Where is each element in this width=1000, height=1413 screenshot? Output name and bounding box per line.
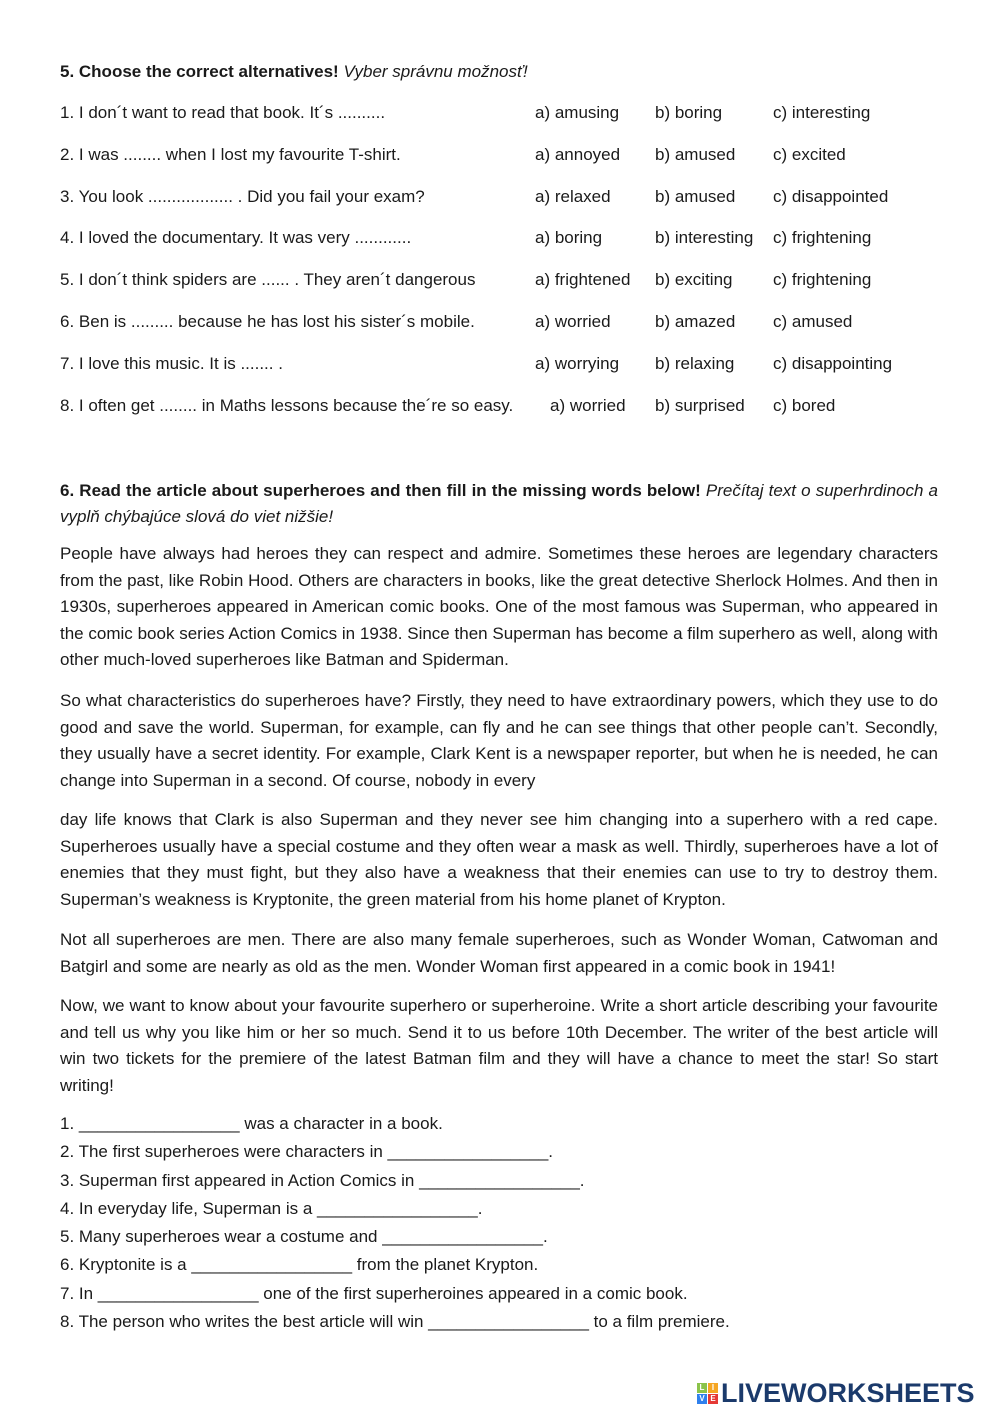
fill-in-item[interactable]: 1. _________________ was a character in a book. [60,1114,443,1133]
option-a[interactable]: a) relaxed [535,186,611,206]
section6-subtitle: Prečítaj text o superhrdinoch a vyplň chýbajúce slová do viet nižšie! [60,481,938,526]
question-row [60,145,960,169]
option-a[interactable]: a) boring [535,228,603,248]
fill-in-item[interactable]: 7. In _________________ one of the first superheroines appeared in a comic book. [60,1283,688,1303]
option-a[interactable]: a) worried [535,312,611,331]
article-paragraph: day life knows that Clark is also Superman and they never see him changing into a superhero with a red cape. Superheroes usually have a special costume and they often wear a mask as well. Thirdly, superheroes have a lot of enemies that they must fight, but they also have a weakness that their enemies can use to try to destroy them. Superman’s weakness is Kryptonite, the green material from his home planet of Krypton. [60,810,938,909]
article-paragraph: Now, we want to know about your favourite superhero or superheroine. Write a short article describing your favourite and tell us why you like him or her so much. Send it to us before 10th December. The writer of the best article will win two tickets for the premiere of the latest Batman film and they will have a chance to meet the star! So start writing! [60,996,938,1095]
option-c[interactable]: c) excited [773,144,846,164]
section6-title: 6. Read the article about superheroes and then fill in the missing words below! [60,481,701,500]
liveworksheets-logo [697,1378,975,1409]
logo-tiles-icon [697,1383,718,1404]
fill-in-item[interactable]: 4. In everyday life, Superman is a _________________. [60,1198,483,1218]
option-c[interactable]: c) amused [773,312,853,331]
fill-in-item[interactable]: 6. Kryptonite is a _________________ from the planet Krypton. [60,1255,539,1275]
article-paragraph: Not all superheroes are men. There are also many female superheroes, such as Wonder Woman, Catwoman and Batgirl and some are nearly as old as the men. Wonder Woman first appeared in a comic book in 1941! [60,930,938,976]
question-text: 4. I loved the documentary. It was very ............ [60,228,412,248]
option-a[interactable]: a) worried [550,395,626,415]
fill-in-item[interactable]: 8. The person who writes the best article will win _________________ to a film premiere. [60,1312,730,1332]
article-paragraph: So what characteristics do superheroes have? Firstly, they need to have extraordinary powers, which they use to do good and save the world. Superman, for example, can fly and he can see things that other people can’t. Secondly, they usually have a secret identity. For example, Clark Kent is a newspaper reporter, but when he is needed, he can change into Superman in a second. Of course, nobody in every [60,691,938,790]
fill-in-list [60,1114,938,1340]
option-b[interactable]: b) amused [655,144,736,164]
option-c[interactable]: c) frightening [773,270,872,290]
logo-tile: E [708,1394,718,1404]
question-row [60,354,960,378]
fill-in-item[interactable]: 3. Superman first appeared in Action Comics in _________________. [60,1170,585,1190]
option-b[interactable]: b) boring [655,103,723,122]
question-row [60,270,960,294]
option-c[interactable]: c) disappointed [773,186,889,206]
question-row [60,312,960,336]
option-b[interactable]: b) interesting [655,228,754,248]
question-text: 8. I often get ........ in Maths lessons because the´re so easy. [60,395,514,415]
fill-in-item[interactable]: 2. The first superheroes were characters in _________________. [60,1142,554,1162]
question-text: 7. I love this music. It is ....... . [60,353,283,373]
question-row [60,396,960,420]
option-c[interactable]: c) interesting [773,103,871,122]
article-paragraph: People have always had heroes they can respect and admire. Sometimes these heroes are legendary characters from the past, like Robin Hood. Others are characters in books, like the great detective Sherlock Holmes. And then in 1930s, superheroes appeared in American comic books. One of the most famous was Superman, who appeared in the comic book series Action Comics in 1938. Since then Superman has become a film superhero as well, along with other much-loved superheroes like Batman and Spiderman. [60,544,938,669]
option-c[interactable]: c) bored [773,395,836,415]
option-b[interactable]: b) exciting [655,270,733,290]
option-b[interactable]: b) amazed [655,312,736,331]
question-text: 1. I don´t want to read that book. It´s .......... [60,103,386,122]
question-text: 5. I don´t think spiders are ...... . They aren´t dangerous [60,270,476,290]
question-text: 3. You look .................. . Did you fail your exam? [60,186,425,206]
question-text: 2. I was ........ when I lost my favourite T-shirt. [60,144,401,164]
fill-in-item[interactable]: 5. Many superheroes wear a costume and _________________. [60,1227,548,1247]
option-a[interactable]: a) amusing [535,103,620,122]
section5-heading [60,62,528,82]
option-a[interactable]: a) worrying [535,353,620,373]
option-b[interactable]: b) relaxing [655,353,735,373]
question-row [60,103,960,127]
option-b[interactable]: b) surprised [655,395,745,415]
option-c[interactable]: c) disappointing [773,353,893,373]
option-a[interactable]: a) annoyed [535,144,621,164]
option-b[interactable]: b) amused [655,186,736,206]
section5-title: 5. Choose the correct alternatives! [60,62,339,81]
option-c[interactable]: c) frightening [773,228,872,248]
logo-tile: I [708,1383,718,1393]
section6-heading [60,478,938,530]
logo-text: LIVEWORKSHEETS [721,1378,975,1408]
question-row [60,228,960,252]
logo-tile: V [697,1394,707,1404]
question-text: 6. Ben is ......... because he has lost his sister´s mobile. [60,312,475,331]
logo-tile: L [697,1383,707,1393]
question-row [60,187,960,211]
section5-subtitle: Vyber správnu možnosť! [343,62,528,81]
option-a[interactable]: a) frightened [535,270,631,290]
